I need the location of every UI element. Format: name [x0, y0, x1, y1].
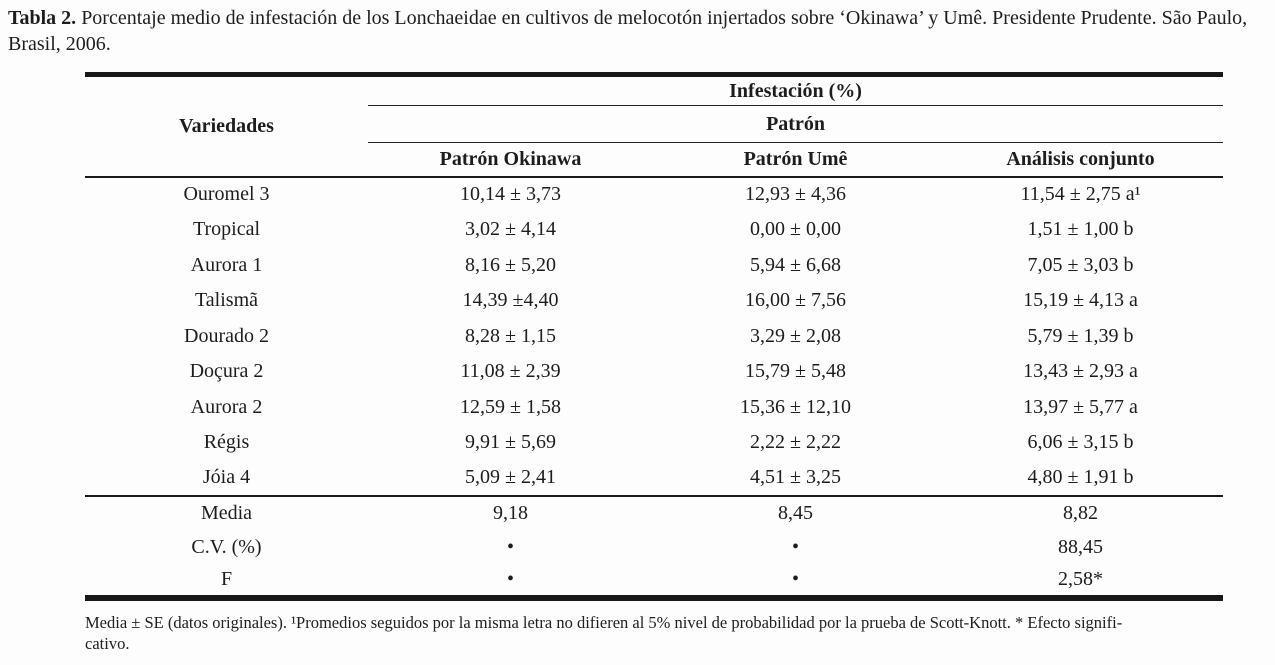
value-conjunto: 15,19 ± 4,13 a: [1023, 289, 1138, 312]
value-okinawa: 9,91 ± 5,69: [465, 431, 556, 454]
value-conjunto: 7,05 ± 3,03 b: [1027, 253, 1134, 276]
variety-name: Talismã: [194, 289, 259, 312]
value-conjunto: 4,80 ± 1,91 b: [938, 461, 1223, 497]
caption-label: Tabla 2.: [8, 7, 77, 29]
value-conjunto: 13,97 ± 5,77 a: [1023, 395, 1138, 418]
summary-ume: •: [791, 568, 799, 590]
value-okinawa: 10,14 ± 3,73: [460, 183, 561, 206]
summary-conjunto: 2,58*: [1058, 568, 1103, 590]
summary-row-media: [85, 496, 1223, 530]
value-ume: 2,22 ± 2,22: [750, 431, 841, 454]
value-okinawa: 5,09 ± 2,41: [368, 461, 653, 497]
summary-ume: •: [791, 535, 799, 558]
variety-name: Dourado 2: [184, 324, 269, 347]
footnote-line-1: Media ± SE (datos originales). ¹Promedios seguidos por la misma letra no difieren al 5% nivel de probabilidad por la prueba de Scott-Knott. * Efecto signifi-: [85, 613, 1123, 632]
value-ume: 15,36 ± 12,10: [740, 395, 851, 418]
column-header-variedades: Variedades: [85, 75, 368, 177]
table-row: [85, 390, 1223, 426]
value-ume: 0,00 ± 0,00: [750, 218, 841, 241]
variety-name: Ouromel 3: [183, 183, 270, 206]
value-ume: 3,29 ± 2,08: [750, 324, 841, 347]
summary-row-f: [85, 564, 1223, 598]
summary-row-cv: [85, 530, 1223, 564]
table-row: [85, 248, 1223, 284]
value-ume: 12,93 ± 4,36: [745, 183, 846, 206]
summary-okinawa: •: [506, 535, 514, 558]
value-ume: 5,94 ± 6,68: [750, 253, 841, 276]
summary-label: C.V. (%): [191, 535, 262, 558]
table-footnote: [85, 612, 1275, 654]
column-header-patron-ume: Patrón Umê: [653, 143, 938, 177]
table-container: [85, 72, 1223, 601]
summary-conjunto: 8,82: [1063, 502, 1098, 524]
summary-label: Media: [200, 502, 253, 524]
span-header-infestacion: Infestación (%): [368, 75, 1223, 106]
infestation-table: [85, 72, 1223, 601]
header-row-infestacion: [85, 75, 1223, 106]
value-ume: 4,51 ± 3,25: [653, 461, 938, 497]
variety-name: Tropical: [192, 218, 261, 241]
table-row: [85, 461, 1223, 497]
footnote-line-2: cativo.: [85, 634, 130, 653]
variety-name: Jóia 4: [85, 461, 368, 497]
table-row: [85, 212, 1223, 248]
summary-okinawa: 9,18: [493, 502, 528, 524]
value-okinawa: 8,16 ± 5,20: [465, 253, 556, 276]
value-conjunto: 13,43 ± 2,93 a: [1023, 360, 1138, 383]
value-ume: 16,00 ± 7,56: [745, 289, 846, 312]
value-conjunto: 11,54 ± 2,75 a¹: [1020, 183, 1141, 206]
value-okinawa: 14,39 ±4,40: [462, 289, 559, 312]
variety-name: Régis: [203, 431, 250, 454]
span-header-patron: Patrón: [368, 106, 1223, 143]
summary-label: F: [220, 568, 233, 590]
value-conjunto: 5,79 ± 1,39 b: [1027, 324, 1134, 347]
variety-name: Doçura 2: [189, 360, 264, 383]
table-row: [85, 319, 1223, 355]
summary-okinawa: •: [506, 568, 514, 590]
summary-ume: 8,45: [778, 502, 813, 524]
table-row: [85, 283, 1223, 319]
column-header-analisis-conjunto: Análisis conjunto: [938, 143, 1223, 177]
value-okinawa: 3,02 ± 4,14: [465, 218, 556, 241]
value-conjunto: 1,51 ± 1,00 b: [1027, 218, 1134, 241]
table-row: [85, 177, 1223, 213]
table-row: [85, 354, 1223, 390]
table-caption: [8, 5, 1270, 57]
value-okinawa: 11,08 ± 2,39: [460, 360, 561, 383]
variety-name: Aurora 2: [190, 395, 263, 418]
caption-text: Porcentaje medio de infestación de los Lonchaeidae en cultivos de melocotón injertados sobre ‘Okinawa’ y Umê. Presidente Prudente. São Paulo, Brasil, 2006.: [8, 7, 1248, 55]
value-okinawa: 8,28 ± 1,15: [465, 324, 556, 347]
variety-name: Aurora 1: [190, 253, 263, 276]
value-okinawa: 12,59 ± 1,58: [460, 395, 561, 418]
summary-conjunto: 88,45: [1058, 535, 1103, 558]
value-conjunto: 6,06 ± 3,15 b: [1027, 431, 1134, 454]
column-header-patron-okinawa: Patrón Okinawa: [368, 143, 653, 177]
value-ume: 15,79 ± 5,48: [745, 360, 846, 383]
table-row: [85, 425, 1223, 461]
